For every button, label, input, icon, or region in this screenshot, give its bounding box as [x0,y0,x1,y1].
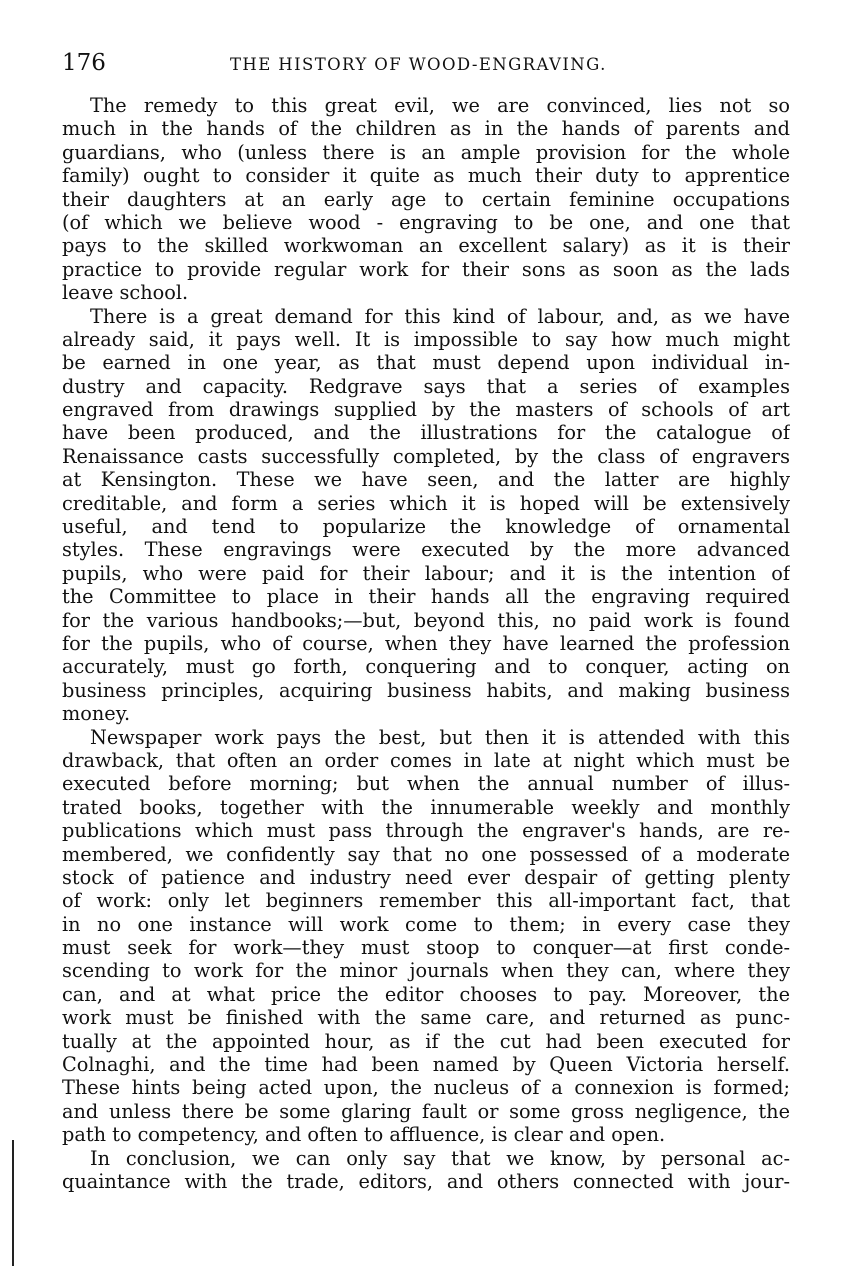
text-line: useful, and tend to popularize the knowledge of ornamental [62,515,790,539]
text-line: pays to the skilled workwoman an excellent salary) as it is their [62,234,790,258]
page-edge-line [12,1140,14,1266]
text-line: can, and at what price the editor chooses to pay. Moreover, the [62,982,790,1006]
running-head: THE HISTORY OF WOOD-ENGRAVING. [230,55,607,74]
text-line: business principles, acquiring business habits, and making business [62,678,790,702]
text-line: family) ought to consider it quite as much their duty to apprentice [62,164,790,188]
text-line: (of which we believe wood - engraving to be one, and one that [62,210,790,234]
page-number: 176 [62,50,106,76]
text-line: their daughters at an early age to certain feminine occupations [62,187,790,211]
text-line: quaintance with the trade, editors, and others connected with jour- [62,1169,790,1193]
text-line: accurately, must go forth, conquering and to conquer, acting on [62,655,790,679]
text-line: for the various handbooks;—but, beyond this, no paid work is found [62,608,790,632]
text-line: at Kensington. These we have seen, and the latter are highly [62,468,790,492]
text-line: have been produced, and the illustrations for the catalogue of [62,421,790,445]
text-line: dustry and capacity. Redgrave says that a series of examples [62,374,790,398]
text-line: work must be finished with the same care, and returned as punc- [62,1006,790,1030]
text-line: The remedy to this great evil, we are convinced, lies not so [90,94,790,117]
text-line: guardians, who (unless there is an ample provision for the whole [62,140,790,164]
text-line: engraved from drawings supplied by the masters of schools of art [62,398,790,422]
text-line: There is a great demand for this kind of labour, and, as we have [90,304,790,328]
text-line: path to competency, and often to affluence, is clear and open. [62,1123,666,1147]
text-line: scending to work for the minor journals when they can, where they [62,959,790,983]
text-line: money. [62,702,131,726]
text-line: drawback, that often an order comes in late at night which must be [62,748,790,772]
text-line: in no one instance will work come to them; in every case they [62,912,790,936]
text-line: These hints being acted upon, the nucleus of a connexion is formed; [62,1076,790,1100]
text-line: publications which must pass through the engraver's hands, are re- [62,819,790,843]
text-line: already said, it pays well. It is impossible to say how much might [62,327,790,351]
text-line: the Committee to place in their hands all the engraving required [62,585,790,609]
text-line: of work: only let beginners remember this all-important fact, that [62,889,790,913]
text-line: much in the hands of the children as in the hands of parents and [62,117,790,141]
text-line: creditable, and form a series which it is hoped will be extensively [62,491,790,515]
text-line: trated books, together with the innumerable weekly and monthly [62,795,790,819]
text-line: Colnaghi, and the time had been named by Queen Victoria herself. [62,1053,790,1077]
text-line: styles. These engravings were executed by the more advanced [62,538,790,562]
text-line: Renaissance casts successfully completed, by the class of engravers [62,444,790,468]
body-text [62,94,790,1193]
text-line: leave school. [62,281,189,305]
text-line: membered, we confidently say that no one possessed of a moderate [62,842,790,866]
text-line: In conclusion, we can only say that we know, by personal ac- [90,1146,790,1170]
text-line: and unless there be some glaring fault or some gross negligence, the [62,1099,790,1123]
text-line: for the pupils, who of course, when they have learned the profession [62,631,790,655]
page-header [62,50,792,80]
text-line: Newspaper work pays the best, but then it is attended with this [90,725,790,749]
text-line: executed before morning; but when the annual number of illus- [62,772,790,796]
text-line: tually at the appointed hour, as if the cut had been executed for [62,1029,790,1053]
text-line: be earned in one year, as that must depend upon individual in- [62,351,790,375]
text-line: must seek for work—they must stoop to conquer—at first conde- [62,936,790,960]
text-line: practice to provide regular work for their sons as soon as the lads [62,257,790,281]
text-line: pupils, who were paid for their labour; and it is the intention of [62,561,790,585]
text-line: stock of patience and industry need ever despair of getting plenty [62,865,790,889]
